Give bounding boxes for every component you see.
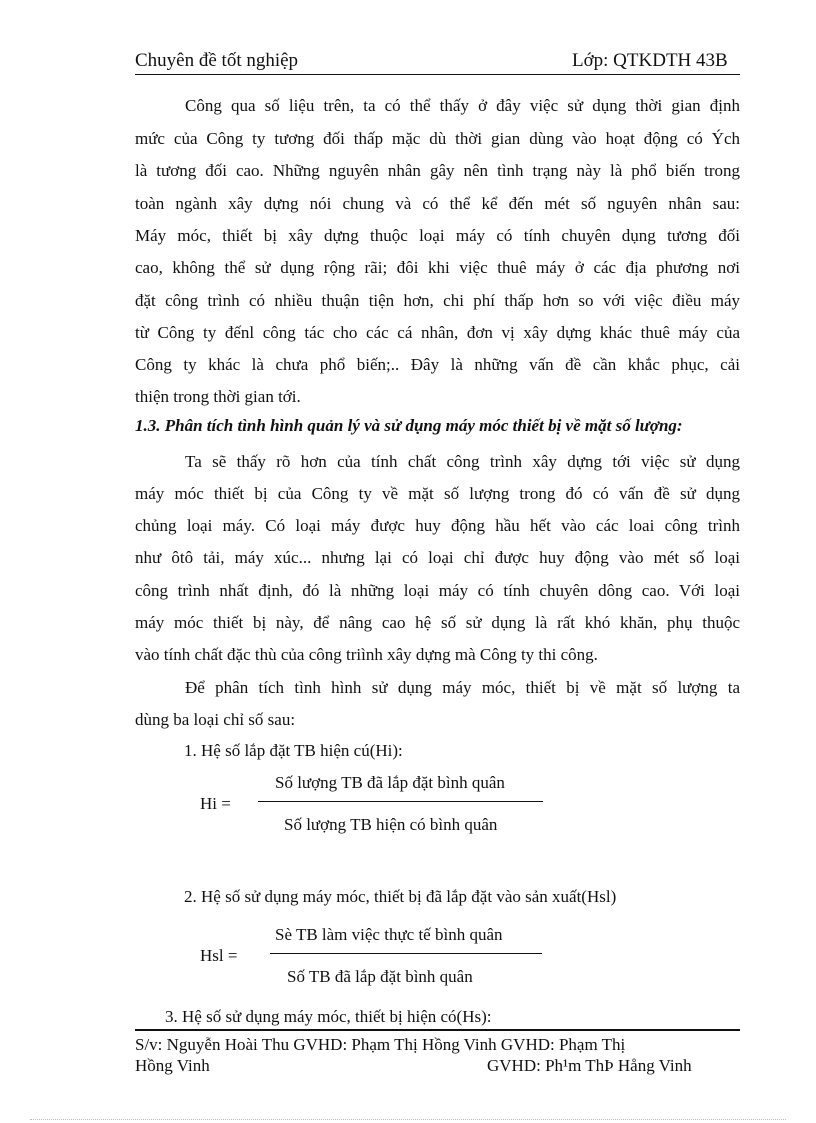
text-line: cao, không thể sử dụng rộng rãi; đôi khi việc thuê máy ở các địa phương nơi bbox=[135, 258, 740, 277]
text-line: máy móc thiết bị này, để nâng cao hệ số sử dụng là rất khó khăn, phụ thuộc bbox=[135, 613, 740, 632]
text-line: từ Công ty đếnl công tác cho các cá nhân, đơn vị xây dựng khác thuê máy của bbox=[135, 323, 740, 342]
header-title: Chuyên đề tốt nghiệp bbox=[135, 50, 299, 71]
formula-symbol: Hi = bbox=[200, 794, 231, 813]
text-line: chủng loại máy. Có loại máy được huy động hầu hết vào các loai công trình bbox=[135, 516, 740, 535]
text-line: dùng ba loại chỉ số sau: bbox=[135, 710, 296, 729]
formula-label: 2. Hệ số sử dụng máy móc, thiết bị đã lắp đặt vào sản xuất(Hsl) bbox=[184, 887, 617, 906]
footer-line-2-left: Hồng Vinh bbox=[135, 1056, 210, 1075]
text-line: như ôtô tải, máy xúc... nhưng lại có loại chỉ được huy động vào mét số loại bbox=[135, 548, 740, 567]
formula-symbol: Hsl = bbox=[200, 946, 238, 965]
formula-numerator: Sè TB làm việc thực tế bình quân bbox=[275, 925, 503, 944]
page-edge-divider bbox=[30, 1119, 786, 1120]
text-line: công trình nhất định, đó là những loại máy có tính chuyên dông cao. Với loại bbox=[135, 581, 740, 600]
text-line: mức của Công ty tương đối thấp mặc dù thời gian dùng vào hoạt động có Ých bbox=[135, 129, 740, 148]
text-line: toàn ngành xây dựng nói chung và có thể kể đến mét số nguyên nhân sau: bbox=[135, 194, 740, 213]
text-line: vào tính chất đặc thù của công triình xây dựng mà Công ty thi công. bbox=[135, 645, 598, 664]
formula-3-label: 3. Hệ số sử dụng máy móc, thiết bị hiện có(Hs): bbox=[165, 1007, 492, 1026]
text-line: Để phân tích tình hình sử dụng máy móc, thiết bị về mặt số lượng ta bbox=[185, 678, 740, 697]
text-line: máy móc thiết bị của Công ty về mặt số lượng trong đó có vấn đề sử dụng bbox=[135, 484, 740, 503]
header-rule bbox=[135, 74, 740, 75]
formula-label: 1. Hệ số lắp đặt TB hiện cú(Hi): bbox=[184, 741, 403, 760]
text-line: Công qua số liệu trên, ta có thể thấy ở đây việc sử dụng thời gian định bbox=[185, 96, 740, 115]
text-line: Ta sẽ thấy rõ hơn của tính chất công trình xây dựng tới việc sử dụng bbox=[185, 452, 740, 471]
footer-line-1: S/v: Nguyễn Hoài Thu GVHD: Phạm Thị Hồng Vinh GVHD: Phạm Thị bbox=[135, 1035, 626, 1054]
fraction-bar bbox=[270, 953, 542, 954]
section-heading: 1.3. Phân tích tình hình quản lý và sử dụng máy móc thiết bị về mặt số lượng: bbox=[135, 416, 683, 435]
formula-numerator: Số lượng TB đã lắp đặt bình quân bbox=[275, 773, 505, 792]
text-line: Máy móc, thiết bị xây dựng thuộc loại máy có tính chuyên dụng tương đối bbox=[135, 226, 740, 245]
text-line: thiện trong thời gian tới. bbox=[135, 387, 301, 406]
text-line: đặt công trình có nhiều thuận tiện hơn, chi phí thấp hơn so với việc điều máy bbox=[135, 291, 740, 310]
formula-denominator: Số TB đã lắp đặt bình quân bbox=[287, 967, 473, 986]
footer-line-2-right: GVHD: Ph¹m ThÞ Hång Vinh bbox=[487, 1056, 692, 1075]
header-class: Lớp: QTKDTH 43B bbox=[572, 50, 728, 71]
formula-denominator: Số lượng TB hiện có bình quân bbox=[284, 815, 498, 834]
text-line: là tương đối cao. Những nguyên nhân gây nên tình trạng này là phổ biến trong bbox=[135, 161, 740, 180]
footer-rule bbox=[135, 1029, 740, 1031]
fraction-bar bbox=[258, 801, 543, 802]
text-line: Công ty khác là chưa phổ biến;.. Đây là những vấn đề cần khắc phục, cải bbox=[135, 355, 740, 374]
